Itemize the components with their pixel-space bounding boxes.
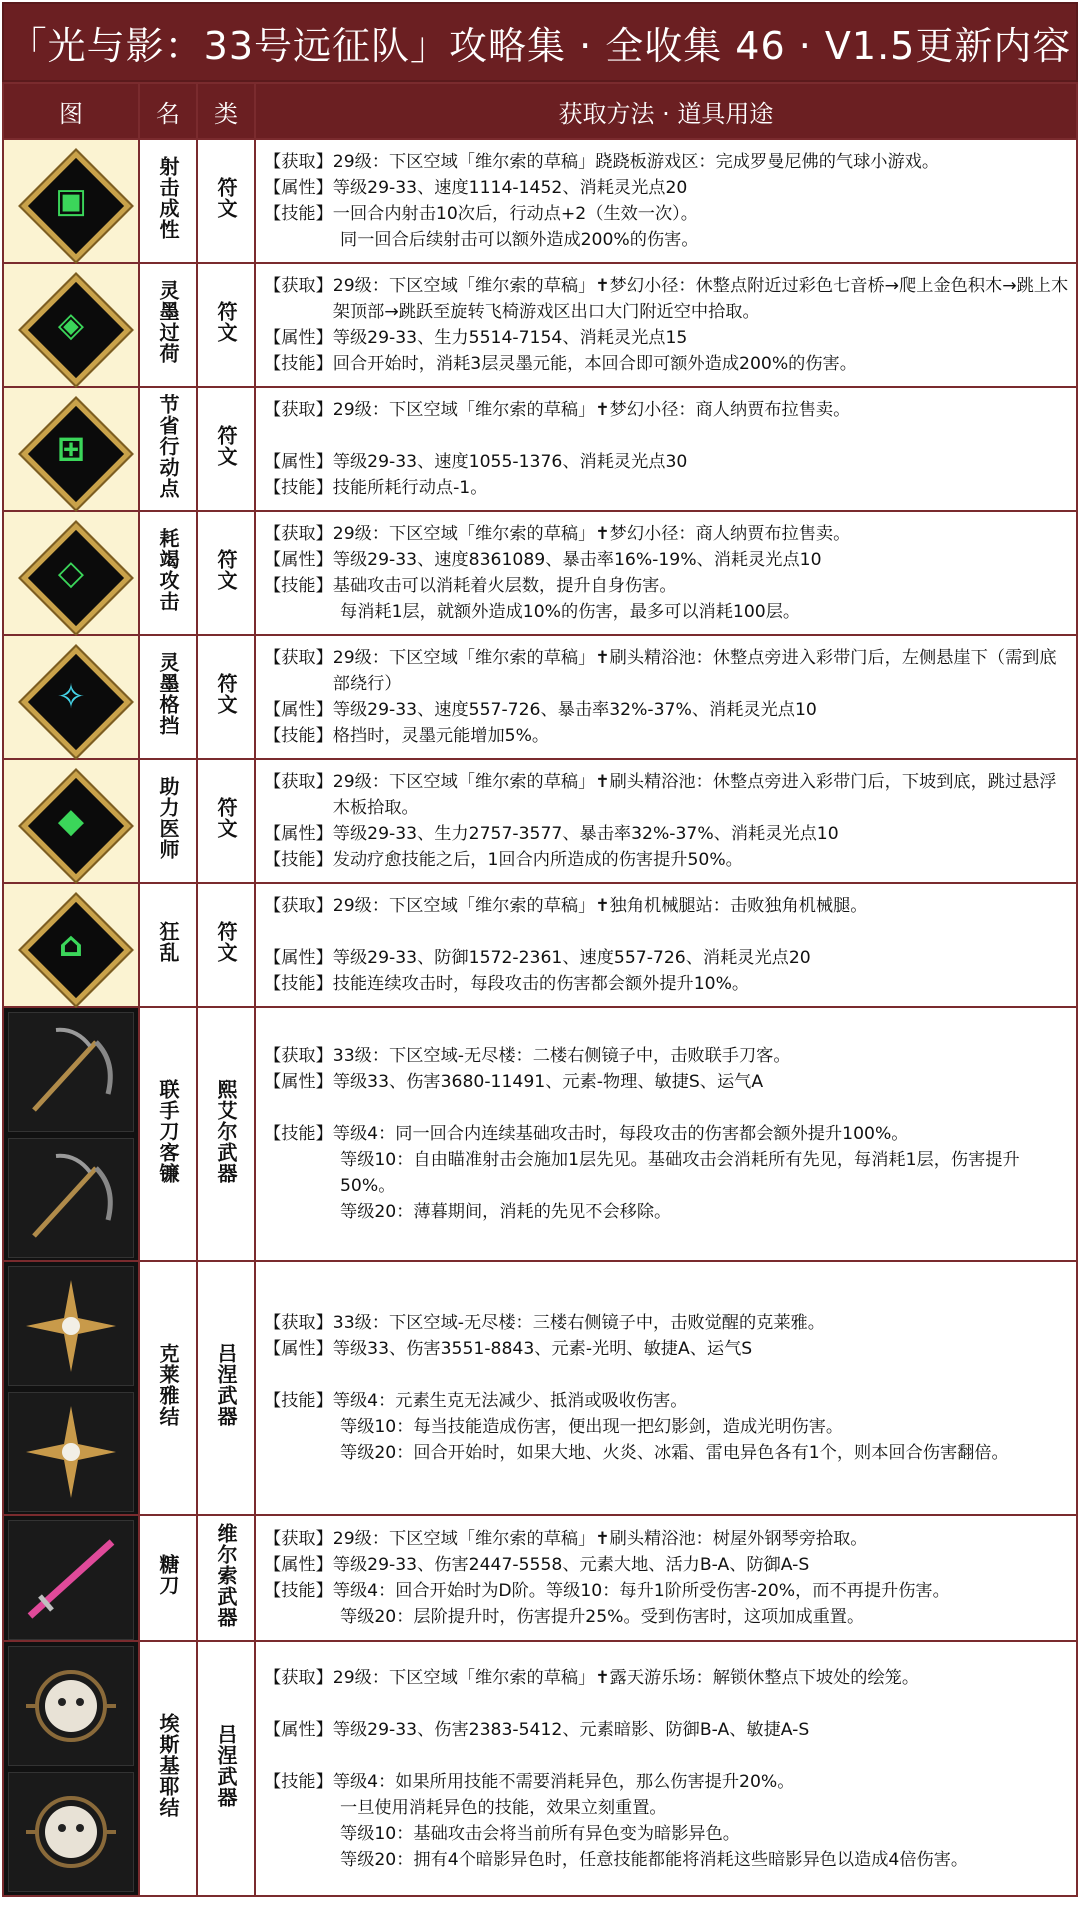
description-line bbox=[264, 573, 1070, 599]
line-label: 【属性】 bbox=[264, 1555, 333, 1575]
item-image-cell bbox=[3, 635, 139, 759]
line-text: 等级33、伤害3680-11491、元素-物理、敏捷S、运气A bbox=[332, 1072, 764, 1092]
line-text: 等级10：基础攻击会将当前所有异色变为暗影异色。 bbox=[340, 1823, 740, 1844]
line-text: 等级4：元素生克无法减少、抵消或吸收伤害。 bbox=[332, 1391, 688, 1411]
description-line bbox=[264, 273, 1070, 325]
item-type: 维尔索武器 bbox=[214, 1522, 238, 1628]
description-line bbox=[264, 1310, 1070, 1336]
line-label: 【属性】 bbox=[264, 948, 333, 968]
line-label: 【获取】 bbox=[264, 648, 333, 668]
line-text: 33级：下区空域-无尽楼：三楼右侧镜子中，击败觉醒的克莱雅。 bbox=[332, 1313, 825, 1333]
line-text: 格挡时，灵墨元能增加5%。 bbox=[332, 726, 550, 746]
line-text: 29级：下区空域「维尔索的草稿」✝刷头精浴池：休整点旁进入彩带门后，下坡到底，跳过悬浮木板拾取。 bbox=[332, 772, 1057, 818]
table-row bbox=[3, 1007, 1077, 1261]
table-row bbox=[3, 511, 1077, 635]
scythe-weapon-icon bbox=[8, 1138, 134, 1258]
description-line bbox=[264, 821, 1070, 847]
line-text: 等级10：每当技能造成伤害，便出现一把幻影剑，造成光明伤害。 bbox=[340, 1417, 844, 1437]
description-line bbox=[264, 769, 1070, 821]
description-line bbox=[264, 893, 1070, 919]
item-type-cell bbox=[197, 387, 255, 511]
description-line bbox=[264, 397, 1070, 423]
description-line bbox=[264, 351, 1070, 377]
line-text: 一回合内射击10次后，行动点+2（生效一次）。 bbox=[332, 204, 698, 224]
item-name-cell bbox=[139, 387, 197, 511]
table-row bbox=[3, 759, 1077, 883]
items-table bbox=[2, 82, 1078, 1897]
line-label: 【属性】 bbox=[264, 824, 333, 844]
mask-weapon-icon bbox=[8, 1646, 134, 1766]
item-type: 吕涅武器 bbox=[214, 1343, 238, 1427]
line-text: 等级33、伤害3551-8843、元素-光明、敏捷A、运气S bbox=[332, 1339, 753, 1359]
table-row bbox=[3, 1261, 1077, 1515]
item-name: 糖刀 bbox=[156, 1554, 180, 1596]
item-name-cell bbox=[139, 1261, 197, 1515]
line-text: 29级：下区空域「维尔索的草稿」跷跷板游戏区：完成罗曼尼佛的气球小游戏。 bbox=[332, 152, 940, 172]
line-label: 【获取】 bbox=[264, 1529, 333, 1549]
description-line bbox=[264, 325, 1070, 351]
item-name-cell bbox=[139, 139, 197, 263]
item-image-cell bbox=[3, 511, 139, 635]
line-label: 【技能】 bbox=[264, 478, 333, 498]
table-row bbox=[3, 139, 1077, 263]
line-text: 等级29-33、速度8361089、暴击率16%-19%、消耗灵光点10 bbox=[332, 550, 822, 570]
line-label: 【获取】 bbox=[264, 1046, 333, 1066]
spacer bbox=[264, 1095, 1070, 1121]
description-line bbox=[264, 475, 1070, 501]
line-text: 等级29-33、伤害2447-5558、元素大地、活力B-A、防御A-S bbox=[332, 1555, 810, 1575]
description-line bbox=[264, 1043, 1070, 1069]
description-line bbox=[264, 645, 1070, 697]
line-label: 【技能】 bbox=[264, 974, 333, 994]
item-image-cell bbox=[3, 759, 139, 883]
line-label: 【属性】 bbox=[264, 550, 333, 570]
line-text: 等级29-33、速度1114-1452、消耗灵光点20 bbox=[332, 178, 688, 198]
item-type: 符文 bbox=[214, 921, 238, 963]
line-text: 33级：下区空域-无尽楼：二楼右侧镜子中，击败联手刀客。 bbox=[332, 1046, 791, 1066]
rune-glyph-icon: ◈ bbox=[57, 305, 85, 345]
line-label: 【属性】 bbox=[264, 452, 333, 472]
line-label: 【获取】 bbox=[264, 896, 333, 916]
description-line bbox=[264, 449, 1070, 475]
line-label: 【获取】 bbox=[264, 152, 333, 172]
description-line bbox=[264, 1552, 1070, 1578]
line-text: 29级：下区空域「维尔索的草稿」✝刷头精浴池：休整点旁进入彩带门后，左侧悬崖下（需到底部绕行） bbox=[332, 648, 1057, 694]
item-description bbox=[255, 1515, 1077, 1641]
item-name-cell bbox=[139, 511, 197, 635]
table-row bbox=[3, 635, 1077, 759]
line-text: 等级10：自由瞄准射击会施加1层先见。基础攻击会消耗所有先见，每消耗1层，伤害提升50%。 bbox=[340, 1150, 1020, 1196]
line-text: 等级20：回合开始时，如果大地、火炎、冰霜、雷电异色各有1个，则本回合伤害翻倍。 bbox=[340, 1443, 1009, 1463]
item-type: 熙艾尔武器 bbox=[214, 1078, 238, 1184]
table-row bbox=[3, 883, 1077, 1007]
description-line bbox=[264, 1336, 1070, 1362]
item-image-cell bbox=[3, 1515, 139, 1641]
item-name: 射击成性 bbox=[156, 156, 180, 240]
item-description bbox=[255, 1641, 1077, 1896]
item-image-cell bbox=[3, 263, 139, 387]
item-name-cell bbox=[139, 883, 197, 1007]
item-type: 符文 bbox=[214, 177, 238, 219]
header-img: 图 bbox=[3, 83, 139, 139]
description-line bbox=[264, 1665, 1070, 1691]
item-description bbox=[255, 883, 1077, 1007]
line-text: 一旦使用消耗异色的技能，效果立刻重置。 bbox=[340, 1797, 667, 1818]
line-label: 【技能】 bbox=[264, 576, 333, 596]
line-label: 【技能】 bbox=[264, 1771, 333, 1792]
line-text: 29级：下区空域「维尔索的草稿」✝独角机械腿站：击败独角机械腿。 bbox=[332, 896, 868, 916]
item-name: 灵墨格挡 bbox=[156, 652, 180, 736]
spacer bbox=[264, 423, 1070, 449]
item-description bbox=[255, 759, 1077, 883]
line-label: 【获取】 bbox=[264, 276, 333, 296]
item-name-cell bbox=[139, 1641, 197, 1896]
item-type-cell bbox=[197, 1515, 255, 1641]
spacer bbox=[264, 1691, 1070, 1717]
line-text: 技能连续攻击时，每段攻击的伤害都会额外提升10%。 bbox=[332, 974, 750, 994]
item-image-cell bbox=[3, 883, 139, 1007]
item-name-cell bbox=[139, 263, 197, 387]
line-text: 发动疗愈技能之后，1回合内所造成的伤害提升50%。 bbox=[332, 850, 743, 870]
line-text: 等级4：回合开始时为D阶。等级10：每升1阶所受伤害-20%，而不再提升伤害。 bbox=[332, 1581, 950, 1601]
item-description bbox=[255, 387, 1077, 511]
line-label: 【获取】 bbox=[264, 1667, 333, 1688]
line-label: 【技能】 bbox=[264, 204, 333, 224]
line-label: 【属性】 bbox=[264, 328, 333, 348]
line-label: 【属性】 bbox=[264, 178, 333, 198]
spacer bbox=[264, 1743, 1070, 1769]
description-line bbox=[264, 1717, 1070, 1743]
table-header-row bbox=[3, 83, 1077, 139]
item-description bbox=[255, 635, 1077, 759]
line-label: 【获取】 bbox=[264, 772, 333, 792]
item-type-cell bbox=[197, 883, 255, 1007]
line-text: 等级29-33、防御1572-2361、速度557-726、消耗灵光点20 bbox=[332, 948, 811, 968]
item-image-cell bbox=[3, 1641, 139, 1896]
description-line bbox=[264, 1388, 1070, 1414]
line-text: 基础攻击可以消耗着火层数，提升自身伤害。 bbox=[332, 576, 677, 596]
line-label: 【技能】 bbox=[264, 1581, 333, 1601]
item-name: 耗竭攻击 bbox=[156, 528, 180, 612]
description-line bbox=[264, 149, 1070, 175]
guide-sheet bbox=[2, 2, 1078, 1922]
description-line bbox=[264, 1069, 1070, 1095]
line-text: 等级29-33、速度1055-1376、消耗灵光点30 bbox=[332, 452, 688, 472]
item-name: 狂乱 bbox=[156, 921, 180, 963]
line-label: 【技能】 bbox=[264, 1391, 333, 1411]
page-title: 「光与影：33号远征队」攻略集 · 全收集 46 · V1.5更新内容 bbox=[2, 2, 1078, 82]
header-type: 类 bbox=[197, 83, 255, 139]
item-name: 克莱雅结 bbox=[156, 1343, 180, 1427]
description-line bbox=[264, 547, 1070, 573]
item-type-cell bbox=[197, 1641, 255, 1896]
description-line bbox=[264, 201, 1070, 227]
item-type-cell bbox=[197, 1007, 255, 1261]
item-name-cell bbox=[139, 759, 197, 883]
item-type: 吕涅武器 bbox=[214, 1723, 238, 1808]
line-label: 【技能】 bbox=[264, 354, 333, 374]
item-description bbox=[255, 1007, 1077, 1261]
item-description bbox=[255, 511, 1077, 635]
item-description bbox=[255, 139, 1077, 263]
rune-glyph-icon: ⊞ bbox=[56, 429, 86, 469]
item-image-cell bbox=[3, 387, 139, 511]
scythe-weapon-icon bbox=[8, 1012, 134, 1132]
item-name-cell bbox=[139, 635, 197, 759]
item-type: 符文 bbox=[214, 301, 238, 343]
rune-glyph-icon: ◆ bbox=[57, 801, 85, 841]
description-line bbox=[264, 1578, 1070, 1604]
item-type: 符文 bbox=[214, 673, 238, 715]
description-line bbox=[264, 847, 1070, 873]
line-label: 【属性】 bbox=[264, 1072, 333, 1092]
description-line bbox=[264, 175, 1070, 201]
line-text: 同一回合后续射击可以额外造成200%的伤害。 bbox=[340, 230, 699, 250]
item-type: 符文 bbox=[214, 797, 238, 839]
line-label: 【获取】 bbox=[264, 400, 333, 420]
item-name: 助力医师 bbox=[156, 776, 180, 860]
rune-glyph-icon: ✧ bbox=[56, 677, 86, 717]
line-text: 回合开始时，消耗3层灵墨元能，本回合即可额外造成200%的伤害。 bbox=[332, 354, 857, 374]
item-name: 联手刀客镰 bbox=[156, 1078, 180, 1184]
spacer bbox=[264, 1362, 1070, 1388]
table-row bbox=[3, 387, 1077, 511]
item-type-cell bbox=[197, 759, 255, 883]
line-label: 【获取】 bbox=[264, 524, 333, 544]
table-row bbox=[3, 263, 1077, 387]
line-text: 等级29-33、生力2757-3577、暴击率32%-37%、消耗灵光点10 bbox=[332, 824, 839, 844]
table-row bbox=[3, 1641, 1077, 1896]
line-label: 【属性】 bbox=[264, 1719, 333, 1740]
item-name-cell bbox=[139, 1007, 197, 1261]
item-name: 灵墨过荷 bbox=[156, 280, 180, 364]
line-text: 等级4：同一回合内连续基础攻击时，每段攻击的伤害都会额外提升100%。 bbox=[332, 1124, 909, 1144]
description-line bbox=[264, 945, 1070, 971]
description-line bbox=[264, 521, 1070, 547]
description-line bbox=[264, 1526, 1070, 1552]
line-text: 29级：下区空域「维尔索的草稿」✝梦幻小径：商人纳贾布拉售卖。 bbox=[332, 524, 851, 544]
line-text: 等级29-33、生力5514-7154、消耗灵光点15 bbox=[332, 328, 688, 348]
item-description bbox=[255, 1261, 1077, 1515]
description-line bbox=[264, 971, 1070, 997]
star-weapon-icon bbox=[8, 1266, 134, 1386]
item-name-cell bbox=[139, 1515, 197, 1641]
item-type: 符文 bbox=[214, 425, 238, 467]
line-text: 等级29-33、速度557-726、暴击率32%-37%、消耗灵光点10 bbox=[332, 700, 817, 720]
description-line bbox=[264, 1121, 1070, 1147]
star-weapon-icon bbox=[8, 1392, 134, 1512]
line-text: 29级：下区空域「维尔索的草稿」✝梦幻小径：休整点附近过彩色七音桥→爬上金色积木→跳上木架顶部→跳跃至旋转飞椅游戏区出口大门附近空中拾取。 bbox=[332, 276, 1069, 322]
item-type-cell bbox=[197, 511, 255, 635]
item-type: 符文 bbox=[214, 549, 238, 591]
line-text: 29级：下区空域「维尔索的草稿」✝露天游乐场：解锁休整点下坡处的绘笼。 bbox=[332, 1667, 920, 1688]
line-label: 【属性】 bbox=[264, 1339, 333, 1359]
table-row bbox=[3, 1515, 1077, 1641]
mask-weapon-icon bbox=[8, 1772, 134, 1892]
pink-sword-icon bbox=[8, 1520, 134, 1640]
header-desc: 获取方法 · 道具用途 bbox=[255, 83, 1077, 139]
description-line bbox=[264, 697, 1070, 723]
line-label: 【获取】 bbox=[264, 1313, 333, 1333]
item-name: 埃斯基耶结 bbox=[156, 1713, 180, 1818]
header-name: 名 bbox=[139, 83, 197, 139]
line-text: 每消耗1层，就额外造成10%的伤害，最多可以消耗100层。 bbox=[340, 602, 801, 622]
item-name: 节省行动点 bbox=[156, 393, 180, 499]
line-text: 技能所耗行动点-1。 bbox=[332, 478, 488, 498]
description-line bbox=[264, 723, 1070, 749]
item-image-cell bbox=[3, 139, 139, 263]
line-text: 等级29-33、伤害2383-5412、元素暗影、防御B-A、敏捷A-S bbox=[332, 1719, 810, 1740]
line-text: 等级4：如果所用技能不需要消耗异色，那么伤害提升20%。 bbox=[332, 1771, 795, 1792]
line-text: 29级：下区空域「维尔索的草稿」✝梦幻小径：商人纳贾布拉售卖。 bbox=[332, 400, 851, 420]
line-label: 【技能】 bbox=[264, 1124, 333, 1144]
line-label: 【技能】 bbox=[264, 850, 333, 870]
line-text: 等级20：拥有4个暗影异色时，任意技能都能将消耗这些暗影异色以造成4倍伤害。 bbox=[340, 1849, 969, 1870]
rune-glyph-icon: ◇ bbox=[57, 553, 85, 593]
line-label: 【技能】 bbox=[264, 726, 333, 746]
item-type-cell bbox=[197, 1261, 255, 1515]
line-text: 等级20：薄暮期间，消耗的先见不会移除。 bbox=[340, 1202, 672, 1222]
line-text: 等级20：层阶提升时，伤害提升25%。受到伤害时，这项加成重置。 bbox=[340, 1607, 865, 1627]
item-image-cell bbox=[3, 1007, 139, 1261]
description-line bbox=[264, 1769, 1070, 1795]
item-type-cell bbox=[197, 263, 255, 387]
item-image-cell bbox=[3, 1261, 139, 1515]
rune-glyph-icon: ⌂ bbox=[58, 925, 84, 965]
item-description bbox=[255, 263, 1077, 387]
item-type-cell bbox=[197, 139, 255, 263]
rune-glyph-icon: ▣ bbox=[54, 181, 88, 221]
spacer bbox=[264, 919, 1070, 945]
line-text: 29级：下区空域「维尔索的草稿」✝刷头精浴池：树屋外钢琴旁拾取。 bbox=[332, 1529, 868, 1549]
line-label: 【属性】 bbox=[264, 700, 333, 720]
item-type-cell bbox=[197, 635, 255, 759]
